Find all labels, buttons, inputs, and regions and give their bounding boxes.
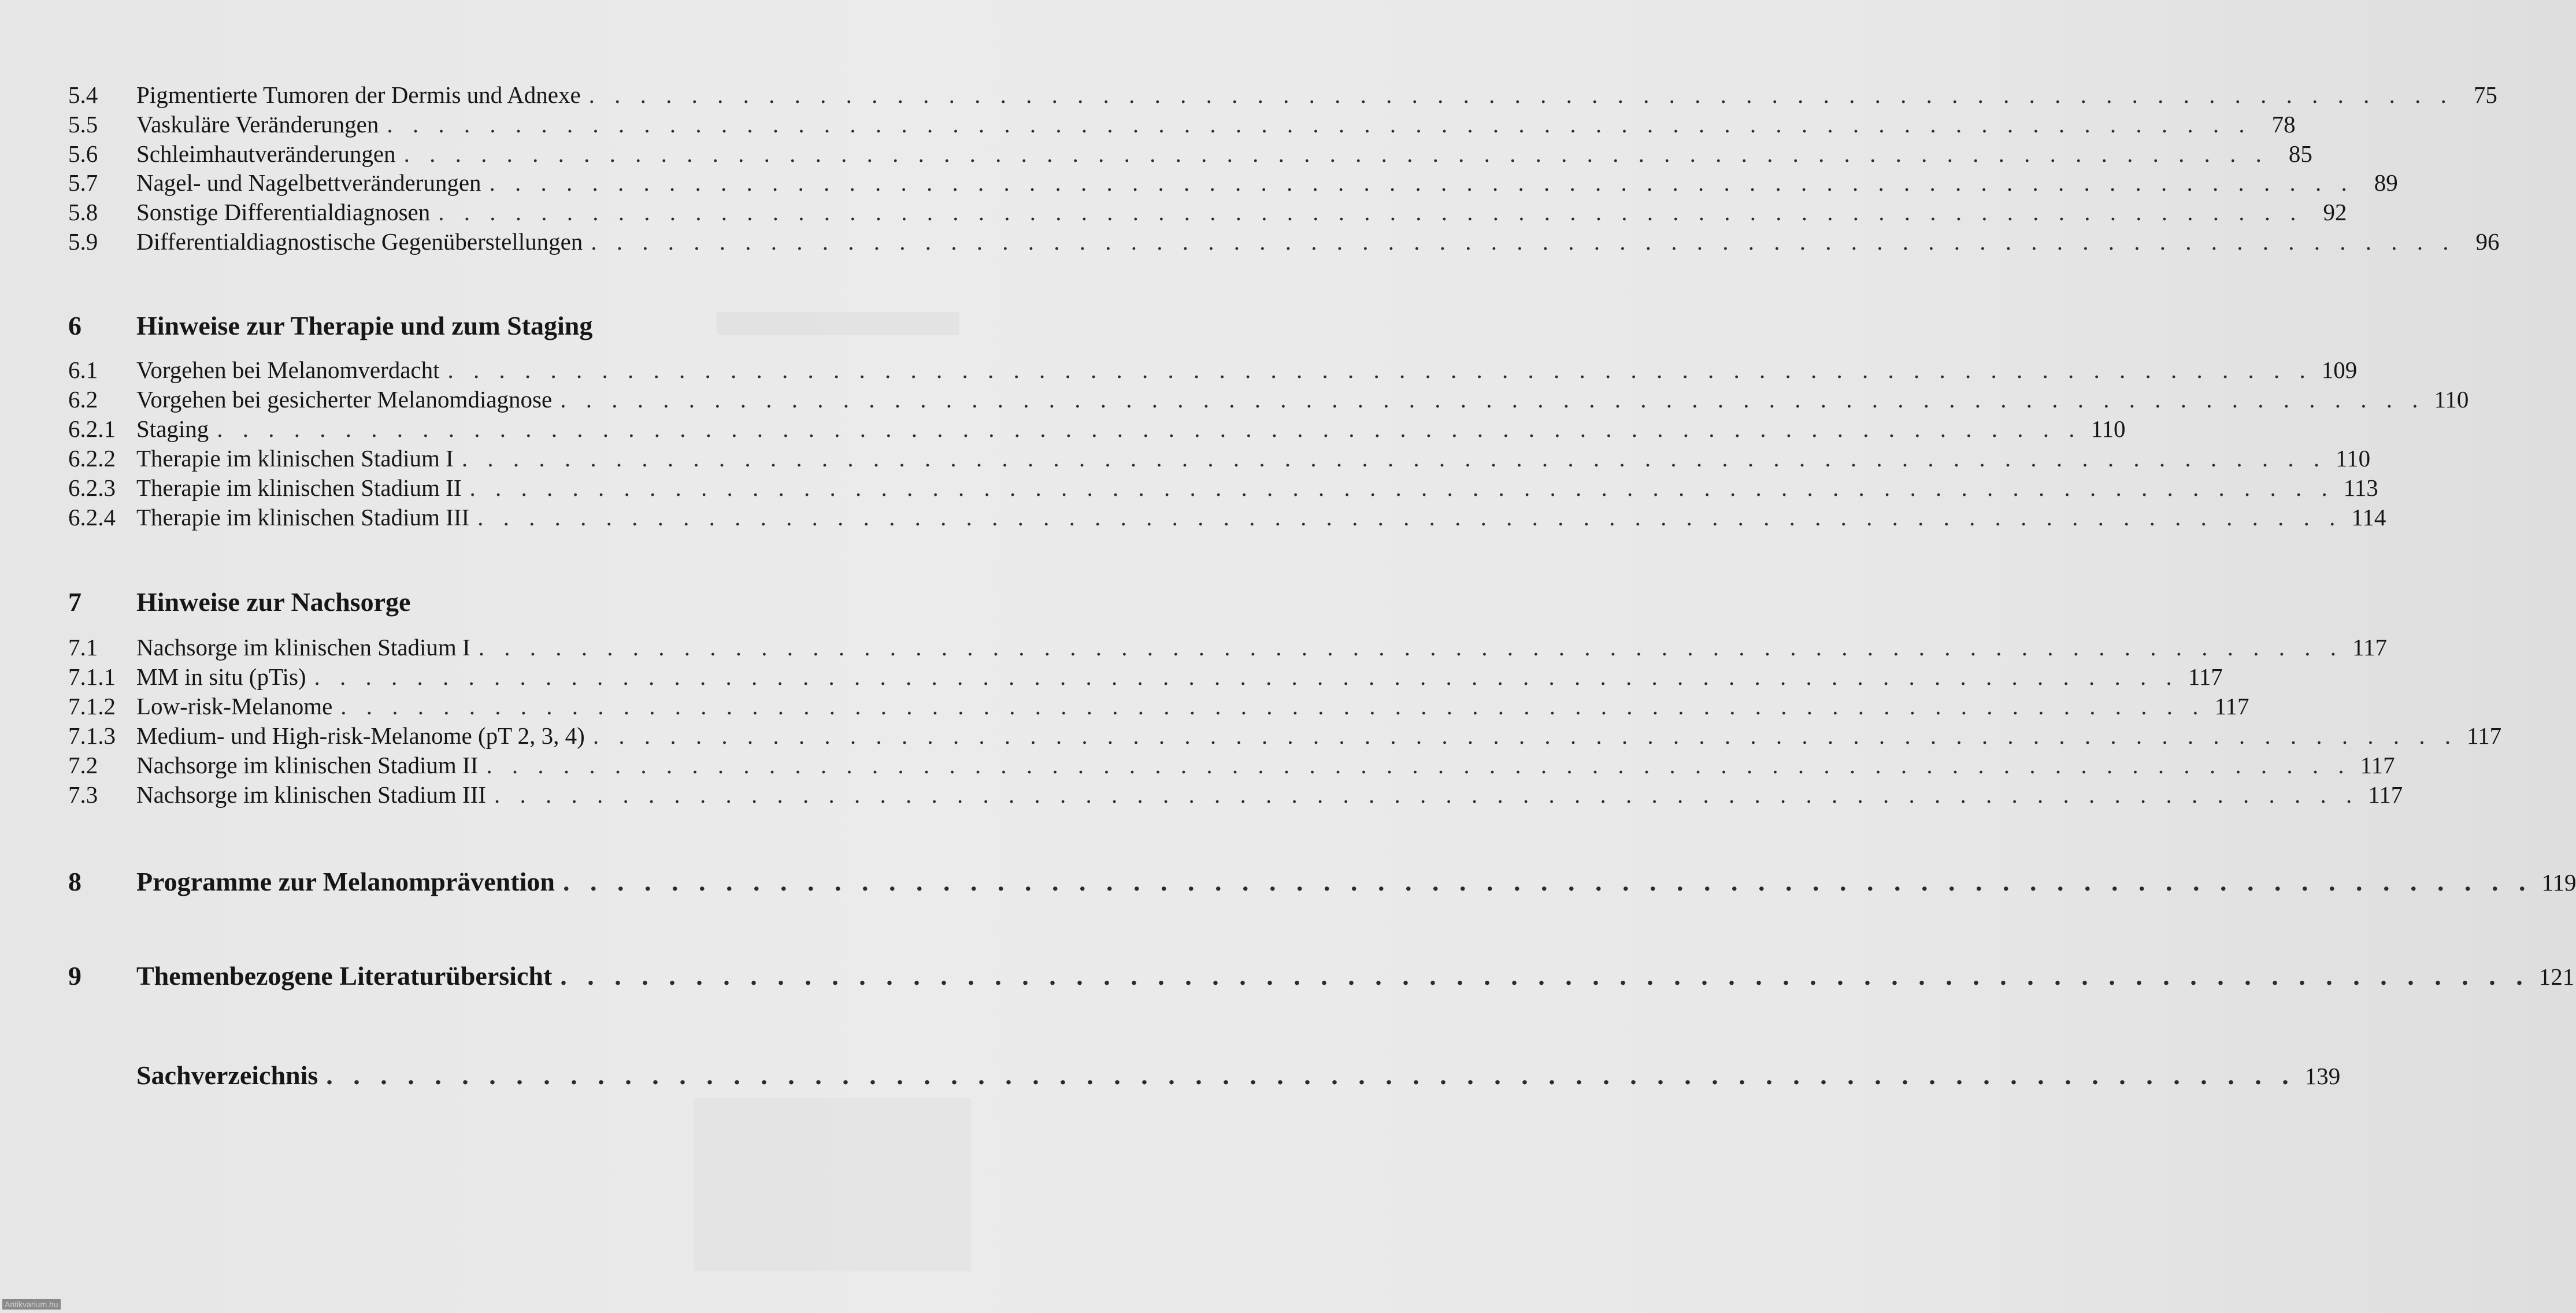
chapter-title: Hinweise zur Therapie und zum Staging — [136, 311, 593, 340]
entry-title: Pigmentierte Tumoren der Dermis und Adnexe — [136, 81, 581, 108]
dot-leader: . . . . . . . . . . . . . . . . . . . . . . . . . . . . . . . . . . . . . . . . . . . . . . . . . . . . . . . . . . . . . . . . . . . . . . . . . — [592, 722, 2458, 749]
entry-page: 110 — [2091, 416, 2126, 442]
toc-entry-5-9[interactable] — [68, 227, 2500, 257]
entry-page: 75 — [2473, 81, 2497, 108]
entry-page: 109 — [2321, 357, 2358, 383]
toc-entry-5-5[interactable] — [68, 109, 2296, 139]
entry-number: 5.9 — [68, 228, 98, 255]
dot-leader: . . . . . . . . . . . . . . . . . . . . . . . . . . . . . . . . . . . . . . . . . . . . . . . . . . . . . . . . . . . . . . . . . . . . . . . . . — [403, 140, 2269, 167]
entry-page: 117 — [2188, 663, 2223, 690]
entry-title: Differentialdiagnostische Gegenüberstellungen — [136, 228, 583, 255]
entry-number: 6.1 — [68, 357, 98, 383]
dot-leader: . . . . . . . . . . . . . . . . . . . . . . . . . . . . . . . . . . . . . . . . . . . . . . . . . . . . . . . . . . . . . . . . . . . . . . . . . — [340, 693, 2206, 719]
entry-title: Schleimhautveränderungen — [136, 140, 396, 167]
toc-chapter-7[interactable] — [68, 587, 944, 617]
entry-title: Therapie im klinischen Stadium III — [136, 504, 470, 531]
toc-entry-6-2-1[interactable] — [68, 414, 2126, 444]
watermark: Antikvarium.hu — [2, 1299, 61, 1310]
entry-number: 7.1.1 — [68, 663, 116, 690]
entry-title: Sonstige Differentialdiagnosen — [136, 199, 431, 225]
entry-number: 6.2.4 — [68, 504, 116, 531]
entry-title: Staging — [136, 416, 209, 442]
toc-entry-6-2-3[interactable] — [68, 473, 2378, 503]
dot-leader: . . . . . . . . . . . . . . . . . . . . . . . . . . . . . . . . . . . . . . . . . . . . . . . . . . . . . . . . . . . . . . . . . . . . . . . . . — [387, 111, 2252, 138]
entry-page: 113 — [2343, 474, 2378, 501]
toc-entry-6-1[interactable] — [68, 355, 2358, 385]
chapter-page: 139 — [2304, 1063, 2341, 1089]
toc-chapter-9[interactable] — [68, 961, 2575, 991]
chapter-number: 6 — [68, 311, 81, 340]
entry-page: 117 — [2360, 752, 2395, 778]
show-through-shadow — [717, 312, 959, 335]
toc-entry-6-2-4[interactable] — [68, 502, 2386, 532]
entry-page: 89 — [2374, 169, 2398, 196]
chapter-title: Sachverzeichnis — [136, 1060, 318, 1090]
entry-title: Nachsorge im klinischen Stadium I — [136, 634, 470, 661]
dot-leader: . . . . . . . . . . . . . . . . . . . . . . . . . . . . . . . . . . . . . . . . . . . . . . . . . . . . . . . . . . . . . . . . . . . . . . . . . — [217, 416, 2082, 442]
dot-leader: . . . . . . . . . . . . . . . . . . . . . . . . . . . . . . . . . . . . . . . . . . . . . . . . . . . . . . . . . . . . . . . . . . . . . . . . . — [588, 81, 2453, 108]
toc-entry-6-2-2[interactable] — [68, 443, 2371, 473]
entry-page: 117 — [2467, 722, 2502, 749]
entry-title: Therapie im klinischen Stadium I — [136, 445, 454, 472]
dot-leader: . . . . . . . . . . . . . . . . . . . . . . . . . . . . . . . . . . . . . . . . . . . . . . . . . . . . . . . . . . . . . . . . . . . . . . . . . — [477, 504, 2343, 531]
entry-number: 7.1 — [68, 634, 98, 661]
entry-number: 5.4 — [68, 81, 98, 108]
entry-number: 5.7 — [68, 169, 98, 196]
entry-number: 5.5 — [68, 111, 98, 138]
chapter-number: 9 — [68, 961, 81, 991]
entry-number: 6.2.3 — [68, 474, 116, 501]
entry-title: Nachsorge im klinischen Stadium II — [136, 752, 479, 778]
chapter-page: 119 — [2541, 869, 2576, 896]
entry-page: 117 — [2214, 693, 2249, 719]
entry-title: MM in situ (pTis) — [136, 663, 306, 690]
entry-page: 114 — [2351, 504, 2386, 531]
entry-page: 92 — [2323, 199, 2347, 225]
entry-number: 5.8 — [68, 199, 98, 225]
entry-number: 7.3 — [68, 781, 98, 808]
toc-entry-6-2[interactable] — [68, 384, 2469, 414]
entry-page: 110 — [2336, 445, 2371, 472]
entry-number: 6.2.2 — [68, 445, 116, 472]
toc-entry-5-8[interactable] — [68, 197, 2347, 227]
dot-leader: . . . . . . . . . . . . . . . . . . . . . . . . . . . . . . . . . . . . . . . . . . . . . . . . . . . . . . . . . . . . . . . . . . . . . . . . . — [469, 474, 2334, 501]
toc-entry-7-1-3[interactable] — [68, 721, 2502, 751]
dot-leader: . . . . . . . . . . . . . . . . . . . . . . . . . . . . . . . . . . . . . . . . . . . . . . . . . . . . . . . . . . . . . . . . . . . . . . . . . — [486, 752, 2351, 778]
toc-entry-7-2[interactable] — [68, 750, 2395, 780]
dot-leader: . . . . . . . . . . . . . . . . . . . . . . . . . . . . . . . . . . . . . . . . . . . . . . . . . . . . . . . . . . . . . . . . . . . . . . . . . — [560, 386, 2425, 413]
toc-entry-7-3[interactable] — [68, 780, 2403, 810]
chapter-number: 7 — [68, 587, 81, 617]
toc-entry-7-1[interactable] — [68, 632, 2387, 662]
entry-title: Medium- und High-risk-Melanome (pT 2, 3, 4) — [136, 722, 585, 749]
dot-leader: . . . . . . . . . . . . . . . . . . . . . . . . . . . . . . . . . . . . . . . . . . . . . . . . . . . . . . . . . . . . . . . . . . . . . . . . . — [560, 961, 2530, 991]
entry-number: 6.2 — [68, 386, 98, 413]
show-through-shadow — [694, 1098, 971, 1271]
toc-entry-7-1-1[interactable] — [68, 662, 2223, 692]
entry-number: 6.2.1 — [68, 416, 116, 442]
chapter-title: Programme zur Melanomprävention — [136, 867, 555, 896]
entry-number: 7.2 — [68, 752, 98, 778]
dot-leader: . . . . . . . . . . . . . . . . . . . . . . . . . . . . . . . . . . . . . . . . . . . . . . . . . . . . . . . . . . . . . . . . . . . . . . . . . — [591, 228, 2456, 255]
entry-page: 110 — [2434, 386, 2469, 413]
entry-page: 117 — [2352, 634, 2387, 661]
entry-title: Low-risk-Melanome — [136, 693, 333, 719]
entry-page: 96 — [2475, 228, 2500, 255]
chapter-page: 121 — [2538, 963, 2575, 990]
toc-entry-5-4[interactable] — [68, 80, 2497, 110]
toc-chapter-8[interactable] — [68, 867, 2576, 897]
toc-entry-5-7[interactable] — [68, 168, 2398, 198]
entry-title: Nagel- und Nagelbettveränderungen — [136, 169, 481, 196]
dot-leader: . . . . . . . . . . . . . . . . . . . . . . . . . . . . . . . . . . . . . . . . . . . . . . . . . . . . . . . . . . . . . . . . . . . . . . . . . — [478, 634, 2343, 661]
entry-title: Nachsorge im klinischen Stadium III — [136, 781, 487, 808]
dot-leader: . . . . . . . . . . . . . . . . . . . . . . . . . . . . . . . . . . . . . . . . . . . . . . . . . . . . . . . . . . . . . . . . . . . . . . . . . — [447, 357, 2312, 383]
chapter-title: Themenbezogene Literaturübersicht — [136, 961, 553, 991]
dot-leader: . . . . . . . . . . . . . . . . . . . . . . . . . . . . . . . . . . . . . . . . . . . . . . . . . . . . . . . . . . . . . . . . . . . . . . . . . — [326, 1060, 2296, 1090]
toc-entry-7-1-2[interactable] — [68, 691, 2249, 721]
entry-title: Vorgehen bei gesicherter Melanomdiagnose — [136, 386, 553, 413]
entry-number: 5.6 — [68, 140, 98, 167]
entry-title: Therapie im klinischen Stadium II — [136, 474, 462, 501]
dot-leader: . . . . . . . . . . . . . . . . . . . . . . . . . . . . . . . . . . . . . . . . . . . . . . . . . . . . . . . . . . . . . . . . . . . . . . . . . — [461, 445, 2327, 472]
entry-page: 117 — [2368, 781, 2403, 808]
entry-number: 7.1.2 — [68, 693, 116, 719]
dot-leader: . . . . . . . . . . . . . . . . . . . . . . . . . . . . . . . . . . . . . . . . . . . . . . . . . . . . . . . . . . . . . . . . . . . . . . . . . — [494, 781, 2359, 808]
toc-entry-5-6[interactable] — [68, 139, 2312, 169]
dot-leader: . . . . . . . . . . . . . . . . . . . . . . . . . . . . . . . . . . . . . . . . . . . . . . . . . . . . . . . . . . . . . . . . . . . . . . . . . — [314, 663, 2179, 690]
entry-page: 78 — [2271, 111, 2296, 138]
dot-leader: . . . . . . . . . . . . . . . . . . . . . . . . . . . . . . . . . . . . . . . . . . . . . . . . . . . . . . . . . . . . . . . . . . . . . . . . . — [438, 199, 2303, 225]
entry-title: Vaskuläre Veränderungen — [136, 111, 379, 138]
entry-number: 7.1.3 — [68, 722, 116, 749]
entry-page: 85 — [2288, 140, 2312, 167]
dot-leader: . . . . . . . . . . . . . . . . . . . . . . . . . . . . . . . . . . . . . . . . . . . . . . . . . . . . . . . . . . . . . . . . . . . . . . . . . — [489, 169, 2354, 196]
toc-index[interactable] — [68, 1060, 2341, 1091]
chapter-number: 8 — [68, 867, 81, 896]
entry-title: Vorgehen bei Melanomverdacht — [136, 357, 440, 383]
dot-leader: . . . . . . . . . . . . . . . . . . . . . . . . . . . . . . . . . . . . . . . . . . . . . . . . . . . . . . . . . . . . . . . . . . . . . . . . . — [562, 867, 2533, 896]
chapter-title: Hinweise zur Nachsorge — [136, 587, 411, 617]
